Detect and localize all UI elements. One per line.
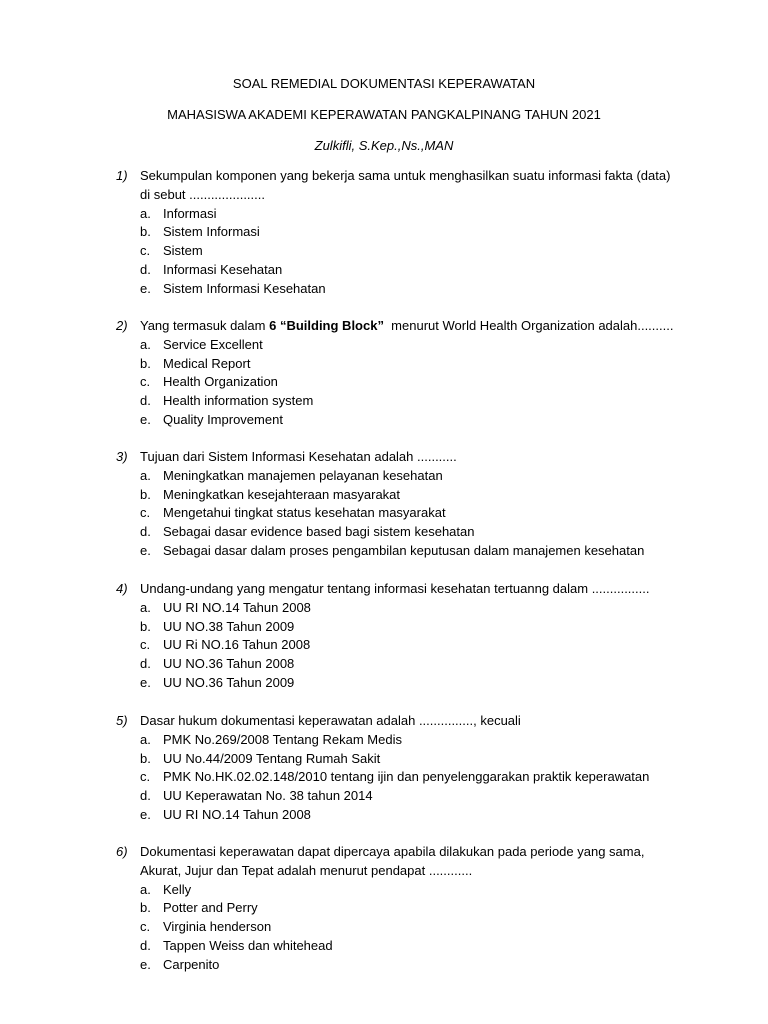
question-text: Dasar hukum dokumentasi keperawatan adalah ..............., kecuali <box>140 713 521 728</box>
option-letter: e. <box>140 956 151 972</box>
option-text: UU NO.36 Tahun 2009 <box>163 674 295 690</box>
option-d <box>140 787 768 806</box>
option-letter: e. <box>140 280 151 296</box>
option-letter: b. <box>140 355 151 371</box>
option-text: Tappen Weiss dan whitehead <box>163 937 333 953</box>
option-letter: c. <box>140 637 151 653</box>
option-letter: a. <box>140 599 151 615</box>
option-a <box>140 467 768 486</box>
option-text: Quality Improvement <box>163 411 283 427</box>
question-number: 5) <box>116 713 128 728</box>
option-letter: d. <box>140 524 151 540</box>
option-letter: b. <box>140 900 151 916</box>
option-text: Sistem Informasi Kesehatan <box>163 280 326 296</box>
question-number: 2) <box>116 318 128 333</box>
option-e <box>140 280 768 299</box>
option-e <box>140 806 768 825</box>
option-text: Informasi <box>163 205 217 221</box>
option-d <box>140 392 768 411</box>
option-letter: d. <box>140 656 151 672</box>
option-d <box>140 261 768 280</box>
document-subtitle: MAHASISWA AKADEMI KEPERAWATAN PANGKALPINANG TAHUN 2021 <box>167 107 601 122</box>
option-letter: d. <box>140 261 151 277</box>
question-4 <box>0 580 768 693</box>
question-text-pre: Yang termasuk dalam <box>140 318 270 333</box>
option-letter: c. <box>140 243 151 259</box>
option-d <box>140 655 768 674</box>
option-letter: c. <box>140 374 151 390</box>
option-text: PMK No.HK.02.02.148/2010 tentang ijin dan penyelenggarakan praktik keperawatan <box>163 769 650 785</box>
question-6 <box>0 843 768 975</box>
option-text: Meningkatkan kesejahteraan masyarakat <box>163 486 401 502</box>
option-b <box>140 486 768 505</box>
option-b <box>140 618 768 637</box>
option-c <box>140 504 768 523</box>
option-text: Carpenito <box>163 956 220 972</box>
document-author: Zulkifli, S.Kep.,Ns.,MAN <box>314 138 454 153</box>
document-title: SOAL REMEDIAL DOKUMENTASI KEPERAWATAN <box>232 76 536 91</box>
option-e <box>140 956 768 975</box>
option-a <box>140 599 768 618</box>
option-letter: a. <box>140 731 151 747</box>
option-letter: e. <box>140 542 151 558</box>
option-text: Potter and Perry <box>163 900 258 916</box>
question-text-continuation: di sebut ..................... <box>140 186 265 202</box>
option-b <box>140 750 768 769</box>
option-c <box>140 918 768 937</box>
question-number: 6) <box>116 844 128 859</box>
question-text: Tujuan dari Sistem Informasi Kesehatan adalah ........... <box>140 449 457 464</box>
question-text: Sekumpulan komponen yang bekerja sama untuk menghasilkan suatu informasi fakta (data) <box>140 168 671 183</box>
question-1 <box>0 167 768 299</box>
option-text: Kelly <box>163 881 192 897</box>
option-text: Sebagai dasar dalam proses pengambilan keputusan dalam manajemen kesehatan <box>163 542 645 558</box>
option-letter: a. <box>140 881 151 897</box>
option-e <box>140 674 768 693</box>
option-text: UU NO.38 Tahun 2009 <box>163 618 295 634</box>
option-text: UU Keperawatan No. 38 tahun 2014 <box>163 788 373 804</box>
option-text: UU RI NO.14 Tahun 2008 <box>163 806 311 822</box>
option-text: Health information system <box>163 393 314 409</box>
option-b <box>140 223 768 242</box>
option-letter: b. <box>140 224 151 240</box>
option-e <box>140 411 768 430</box>
option-e <box>140 542 768 561</box>
option-text: Meningkatkan manajemen pelayanan kesehatan <box>163 467 443 483</box>
option-letter: c. <box>140 919 151 935</box>
option-letter: d. <box>140 788 151 804</box>
option-text: Informasi Kesehatan <box>163 261 283 277</box>
option-text: Medical Report <box>163 355 251 371</box>
option-letter: e. <box>140 411 151 427</box>
option-text: Health Organization <box>163 374 278 390</box>
option-c <box>140 242 768 261</box>
question-3 <box>0 448 768 561</box>
question-2 <box>0 317 768 430</box>
question-text-continuation: Akurat, Jujur dan Tepat adalah menurut pendapat ............ <box>140 862 473 878</box>
option-text: Mengetahui tingkat status kesehatan masyarakat <box>163 505 446 521</box>
question-text: Dokumentasi keperawatan dapat dipercaya apabila dilakukan pada periode yang sama, <box>140 844 645 859</box>
option-text: UU NO.36 Tahun 2008 <box>163 656 295 672</box>
option-text: UU No.44/2009 Tentang Rumah Sakit <box>163 750 381 766</box>
option-b <box>140 899 768 918</box>
option-letter: a. <box>140 467 151 483</box>
option-c <box>140 768 768 787</box>
option-a <box>140 336 768 355</box>
question-text: Undang-undang yang mengatur tentang informasi kesehatan tertuanng dalam ................ <box>140 581 650 596</box>
option-a <box>140 731 768 750</box>
option-text: Sistem Informasi <box>163 224 260 240</box>
option-letter: b. <box>140 750 151 766</box>
option-b <box>140 355 768 374</box>
option-letter: d. <box>140 937 151 953</box>
question-5 <box>0 712 768 825</box>
option-d <box>140 937 768 956</box>
option-letter: e. <box>140 674 151 690</box>
option-text: Sebagai dasar evidence based bagi sistem kesehatan <box>163 524 475 540</box>
option-c <box>140 373 768 392</box>
option-a <box>140 881 768 900</box>
option-letter: e. <box>140 806 151 822</box>
option-letter: a. <box>140 205 151 221</box>
question-number: 4) <box>116 581 128 596</box>
question-number: 1) <box>116 168 128 183</box>
option-c <box>140 636 768 655</box>
question-text <box>140 317 674 336</box>
option-text: Sistem <box>163 243 203 259</box>
question-text-post: menurut World Health Organization adalah.......... <box>383 318 674 333</box>
option-letter: b. <box>140 618 151 634</box>
option-letter: d. <box>140 393 151 409</box>
option-text: Virginia henderson <box>163 919 272 935</box>
option-d <box>140 523 768 542</box>
option-letter: c. <box>140 505 151 521</box>
option-letter: c. <box>140 769 151 785</box>
option-text: UU RI NO.14 Tahun 2008 <box>163 599 311 615</box>
option-text: PMK No.269/2008 Tentang Rekam Medis <box>163 731 402 747</box>
option-letter: a. <box>140 336 151 352</box>
option-letter: b. <box>140 486 151 502</box>
option-text: UU Ri NO.16 Tahun 2008 <box>163 637 311 653</box>
option-a <box>140 205 768 224</box>
question-text-emphasis: 6 “Building Block” <box>269 318 384 333</box>
option-text: Service Excellent <box>163 336 263 352</box>
question-number: 3) <box>116 449 128 464</box>
